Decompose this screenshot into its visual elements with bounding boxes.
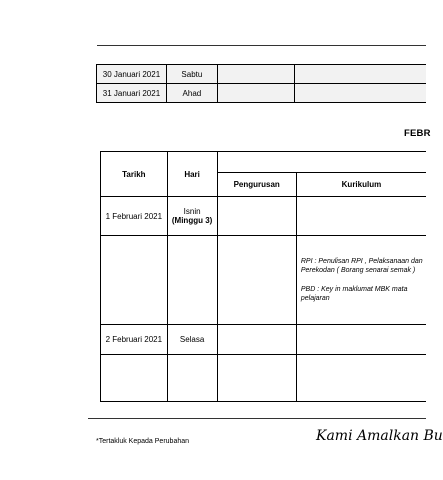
curriculum-cell — [295, 65, 426, 84]
curriculum-cell — [296, 197, 426, 236]
day-cell — [167, 355, 217, 402]
month-title: FEBR — [404, 128, 431, 139]
day-cell — [167, 197, 217, 236]
management-cell — [217, 84, 295, 103]
date-cell: 30 Januari 2021 — [97, 65, 167, 84]
management-cell — [217, 65, 295, 84]
date-cell: 1 Februari 2021 — [101, 197, 168, 236]
pbd-note: PBD : Key in maklumat MBK mata pelajaran — [300, 285, 408, 302]
table-row — [101, 325, 427, 355]
curriculum-cell — [295, 84, 426, 103]
header-management: Pengurusan — [217, 173, 296, 197]
header-curriculum: Kurikulum — [296, 173, 426, 197]
curriculum-cell — [296, 355, 426, 402]
management-cell — [217, 197, 296, 236]
management-cell — [217, 355, 296, 402]
header-day: Hari — [167, 152, 217, 197]
header-date: Tarikh — [101, 152, 168, 197]
table-row — [101, 355, 427, 402]
schedule-table — [100, 151, 426, 402]
day-label: Isnin — [183, 207, 201, 216]
management-cell — [217, 236, 296, 325]
date-cell: 31 Januari 2021 — [97, 84, 167, 103]
day-cell — [167, 236, 217, 325]
date-cell — [101, 355, 168, 402]
footer-tagline: Kami Amalkan Bu — [316, 428, 443, 444]
curriculum-note-cell — [296, 236, 426, 325]
previous-month-table — [96, 64, 426, 103]
date-cell: 2 Februari 2021 — [101, 325, 168, 355]
footer-note: *Tertakluk Kepada Perubahan — [96, 438, 190, 445]
table-row — [101, 197, 427, 236]
top-divider — [97, 45, 426, 46]
bottom-divider — [88, 418, 426, 419]
rpi-note: RPI : Penulisan RPI , Pelaksanaan dan Perekodan ( Borang senarai semak ) — [300, 258, 423, 275]
header-row — [101, 152, 427, 173]
curriculum-cell — [296, 325, 426, 355]
week-label: (Minggu 3) — [171, 216, 213, 225]
day-cell: Sabtu — [166, 65, 217, 84]
header-group — [217, 152, 426, 173]
table-row — [97, 65, 427, 84]
day-cell: Selasa — [167, 325, 217, 355]
table-row — [97, 84, 427, 103]
date-cell — [101, 236, 168, 325]
management-cell — [217, 325, 296, 355]
table-row — [101, 236, 427, 325]
day-cell: Ahad — [166, 84, 217, 103]
